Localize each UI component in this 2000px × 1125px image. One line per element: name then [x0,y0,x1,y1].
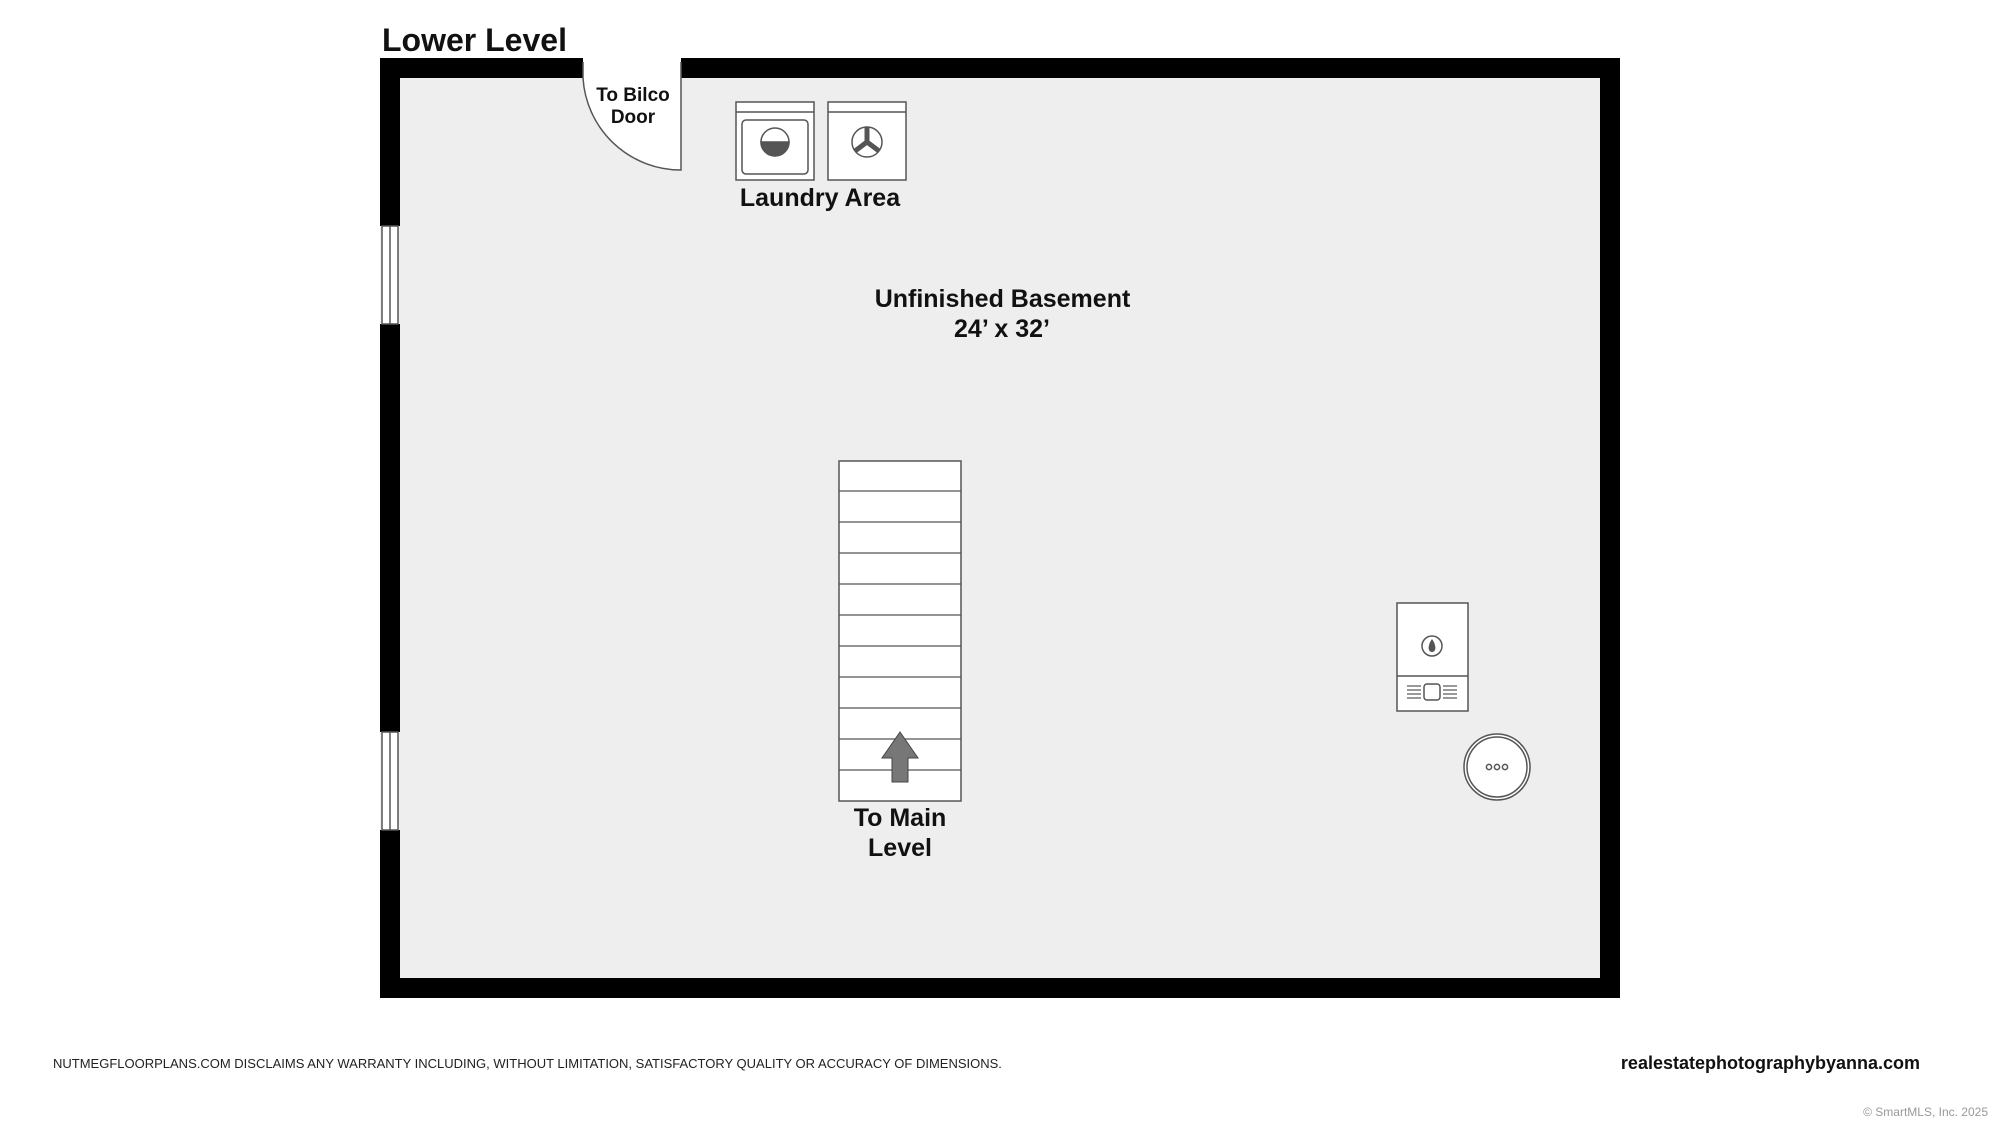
copyright-text: © SmartMLS, Inc. 2025 [1863,1105,1988,1119]
dryer-icon [828,102,906,180]
window-upper [382,226,398,324]
furnace-icon [1397,603,1468,711]
bilco-door-label [583,85,683,129]
bilco-door-label-line1: To Bilco [596,85,670,106]
website-link[interactable]: realestatephotographybyanna.com [1620,1053,1920,1073]
room-dimensions: 24’ x 32’ [954,315,1050,343]
washer-icon [736,102,814,180]
window-lower [382,732,398,830]
stairs-label [800,803,1000,863]
basement-floor [380,58,1620,998]
stairs [839,461,961,801]
room-name: Unfinished Basement [874,285,1131,313]
level-title: Lower Level [382,22,567,58]
laundry-area-label: Laundry Area [739,184,901,212]
water-heater-icon [1464,734,1530,800]
stairs-label-line2: Level [868,834,932,862]
bilco-door-label-line2: Door [610,106,656,128]
stairs-label-line1: To Main [853,804,947,832]
disclaimer-text: NUTMEGFLOORPLANS.COM DISCLAIMS ANY WARRANTY INCLUDING, WITHOUT LIMITATION, SATISFACTORY QUALITY OR ACCURACY OF DIMENSIONS. [53,1056,1002,1071]
